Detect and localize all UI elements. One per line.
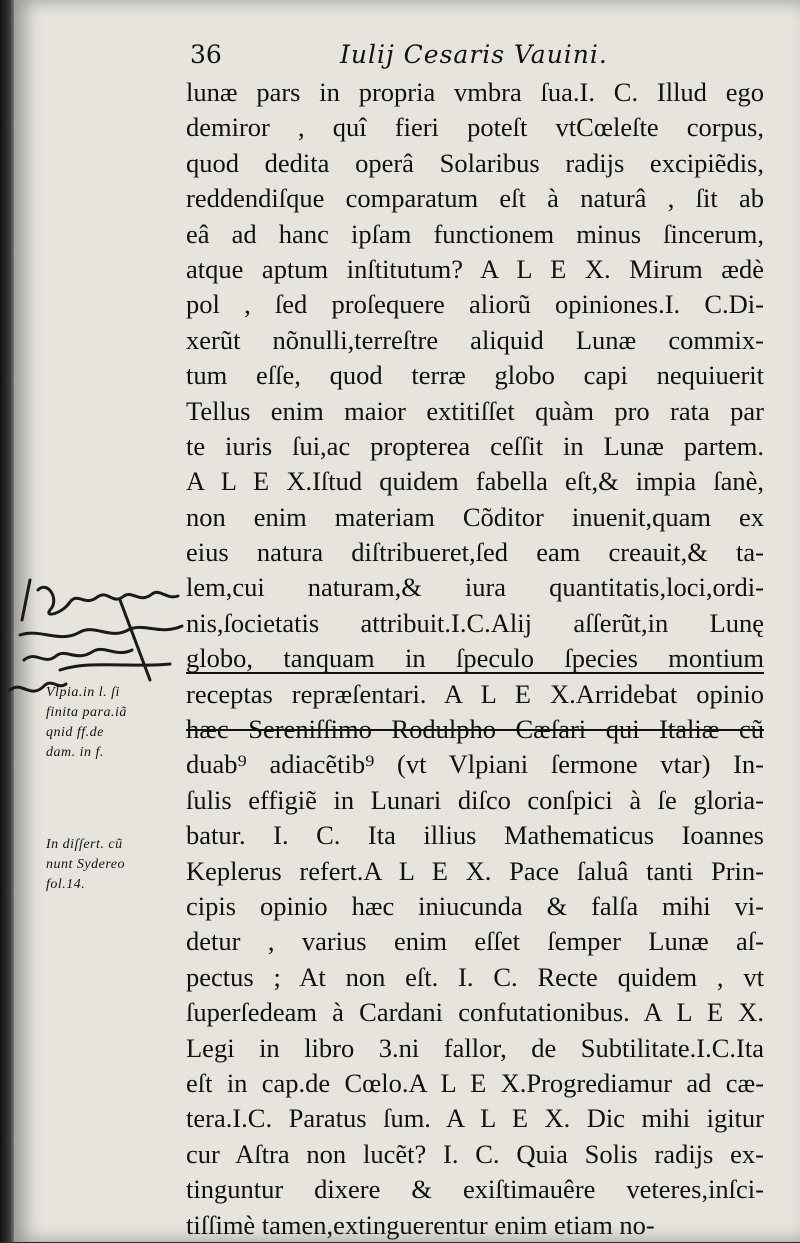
text-line: detur , varius enim eſſet ſemper Lunæ aſ- [186,926,764,957]
main-text-block [186,75,764,1243]
text-line: demiror , quî fieri poteſt vtCœleſte corpus, [186,112,764,143]
text-line: reddendiſque comparatum eſt à naturâ , ſit ab [186,183,764,214]
text-line: eſt in cap.de Cœlo.A L E X.Progrediamur ad cæ- [186,1067,764,1098]
text-line: A L E X.Iſtud quidem fabella eſt,& impia ſanè, [186,466,764,497]
text-line: Legi in libro 3.ni fallor, de Subtilitate.I.C.Ita [186,1032,764,1063]
margin-note-line: In diſſert. cũ [46,837,123,852]
text-line: lunæ pars in propria vmbra ſua.I. C. Illud ego [186,77,764,107]
text-line: tiſſimè tamen,extinguerentur enim etiam no- [186,1209,655,1240]
margin-note-line: finita para.iã [46,705,127,720]
margin-note-line: dam. in f. [46,745,104,760]
margin-note-line: nunt Sydereo [46,857,125,872]
text-line: receptas repræſentari. A L E X.Arridebat opinio [186,678,764,709]
text-line: lem,cui naturam,& iura quantitatis,loci,ordi- [186,572,764,603]
text-line: te iuris ſui,ac propterea ceſſit in Lunæ partem. [186,430,764,461]
text-line: tum eſſe, quod terræ globo capi nequiuerit [186,360,764,391]
text-line: quod dedita operâ Solaribus radijs excipiẽdis, [186,147,764,178]
text-line: duab⁹ adiacẽtib⁹ (vt Vlpiani ſermone vtar) In- [186,749,764,780]
text-line: atque aptum inſtitutum? A L E X. Mirum ædè [186,253,764,284]
margin-note-line: qnid ff.de [46,725,104,740]
running-title: Iulij Cesaris Vauini. [340,40,608,69]
text-line: xerũt nõnulli,terreſtre aliquid Lunæ commix- [186,324,764,355]
text-line: nis,ſocietatis attribuit.I.C.Alij aſſerũt,in Lunę [186,607,764,638]
text-line: Tellus enim maior extitiſſet quàm pro rata par [186,395,764,426]
text-line-underlined: globo, tanquam in ſpeculo ſpecies montium [186,643,764,674]
text-line: ſulis effigiẽ in Lunari diſco conſpici à ſe gloria- [186,784,764,815]
margin-note-line: fol.14. [46,877,86,892]
text-line-struck: hæc Sereniſſimo Rodulpho Cæſari qui Italiæ cũ [186,714,764,745]
text-line: non enim materiam Cõditor inuenit,quam ex [186,501,764,532]
text-line: cipis opinio hæc iniucunda & falſa mihi vi- [186,890,764,921]
text-line: batur. I. C. Ita illius Mathematicus Ioannes [186,820,764,851]
page-number: 36 [190,40,222,69]
text-line: Keplerus refert.A L E X. Pace ſaluâ tanti Prin- [186,855,764,886]
text-line: pol , ſed proſequere aliorũ opiniones.I. C.Di- [186,289,764,320]
text-line: eâ ad hanc ipſam functionem minus ſincerum, [186,218,764,249]
text-line: ſuperſedeam à Cardani confutationibus. A L E X. [186,997,764,1028]
text-line: tera.I.C. Paratus ſum. A L E X. Dic mihi igitur [186,1103,764,1134]
text-line: eius natura diſtribueret,ſed eam creauit,& ta- [186,537,764,568]
page-header [190,40,750,76]
margin-note-ulpian [46,683,166,763]
margin-note-line: Vlpia.in l. ſi [46,685,120,700]
margin-note-kepler [46,835,166,895]
text-line: cur Aſtra non lucẽt? I. C. Quia Solis radijs ex- [186,1138,764,1169]
text-line: tinguntur dixere & exiſtimauêre veteres,inſci- [186,1174,764,1205]
text-line: pectus ; At non eſt. I. C. Recte quidem , vt [186,961,764,992]
